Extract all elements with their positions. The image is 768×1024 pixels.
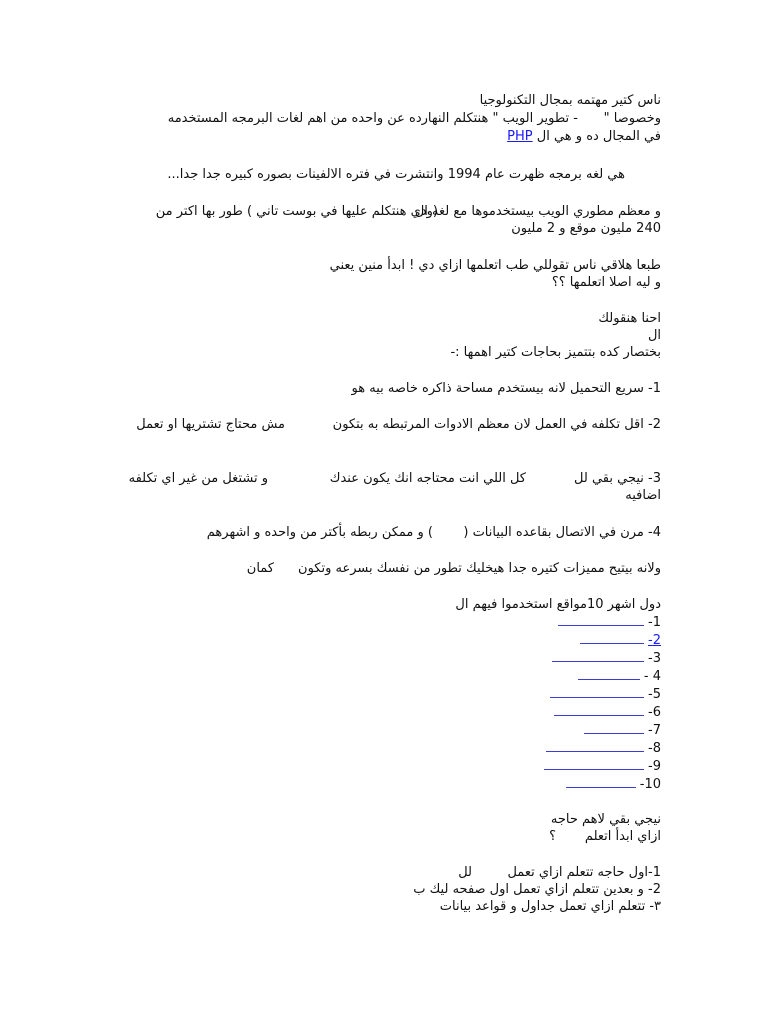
learn-step-1-b: لل [458,865,472,880]
question-line-2: و ليه اصلا اتعلمها ؟؟ [551,275,661,290]
site-item-9 [544,757,661,775]
site-item-7 [584,721,661,739]
site-item-2[interactable] [580,631,661,649]
sites-intro: دول اشهر 10مواقع استخدموا فيهم ال [455,597,661,612]
feature-3-c: و تشتغل من غير اي تكلفه [128,471,268,486]
site-item-4-number: 4 - [643,669,661,684]
site-item-4 [578,667,661,685]
site-item-2-blank [580,631,644,644]
usage-line-1-right: و معظم مطوري الويب بيستخدموها مع لغه ال [414,204,661,219]
usage-line-2: 240 مليون موقع و 2 مليون [511,221,661,236]
site-item-6-number: 6- [648,705,661,720]
site-item-9-number: 9- [648,759,661,774]
site-item-6-blank [554,703,644,716]
answer-line-3: بختصار كده بتتميز بحاجات كتير اهمها :- [450,345,661,360]
intro-line-2-right: وخصوصا " [603,111,661,126]
intro-line-1: ناس كتير مهتمه بمجال التكنولوجيا [479,93,661,108]
php-link[interactable]: PHP [507,129,533,144]
learn-step-3: ٣- تتعلم ازاي تعمل جداول و قواعد بيانات [439,899,661,914]
site-item-5-blank [550,685,644,698]
site-item-3-number: 3- [648,651,661,666]
learn-step-2: 2- و بعدين تتعلم ازاي تعمل اول صفحه ليك ب [413,882,661,897]
site-item-10-blank [566,775,636,788]
learn-question-mark: ؟ [549,829,556,844]
site-item-1-blank [558,613,644,626]
feature-1: 1- سريع التحميل لانه بيستخدم مساحة ذاكره خاصه بيه هو [351,381,661,396]
history-line: هي لغه برمجه ظهرت عام 1994 وانتشرت في فتره الالفينات بصوره كبيره جدا جدا... [167,167,625,182]
feature-5-left: كمان [246,561,274,576]
learn-heading: نيجي بقي لاهم حاجه [550,812,661,827]
feature-5-right: ولانه بيتيح مميزات كتيره جدا هيخليك تطور من نفسك بسرعه وتكون [298,561,661,576]
site-item-8-blank [546,739,644,752]
answer-line-1: احنا هنقولك [598,311,661,326]
site-item-5-number: 5- [648,687,661,702]
site-item-2-link[interactable]: 2- [648,633,661,648]
usage-line-1-left: (ودي هنتكلم عليها في بوست تاني ) طور بها اكتر من [155,204,438,219]
answer-line-2: ال [647,328,661,343]
site-item-5 [550,685,661,703]
site-item-3 [552,649,661,667]
feature-3-b: كل اللي انت محتاجه انك يكون عندك [329,471,526,486]
feature-2-left: مش محتاج تشتريها او تعمل [136,417,285,432]
site-item-8-number: 8- [648,741,661,756]
site-item-7-number: 7- [648,723,661,738]
site-item-7-blank [584,721,644,734]
site-item-1 [558,613,661,631]
question-line-1: طبعا هلاقي ناس تقوللي طب اتعلمها ازاي دي ! ابدأ منين يعني [329,258,661,273]
feature-4-b: ) و ممكن ربطه بأكتر من واحده و اشهرهم [206,525,433,540]
site-item-10 [566,775,661,793]
feature-3-a: 3- نيجي بقي لل [574,471,661,486]
site-item-3-blank [552,649,644,662]
learn-question: ازاي ابدأ اتعلم [584,829,661,844]
intro-line-2-left: - تطوير الويب " هنتكلم النهارده عن واحده من اهم لغات البرمجه المستخدمه [167,111,578,126]
learn-step-1-a: 1-اول حاجه تتعلم ازاي تعمل [507,865,661,880]
feature-4-a: 4- مرن في الاتصال بقاعده البيانات ( [463,525,661,540]
site-item-10-number: 10- [639,777,661,792]
feature-2-right: 2- اقل تكلفه في العمل لان معظم الادوات المرتبطه به بتكون [332,417,661,432]
site-item-1-number: 1- [648,615,661,630]
site-item-9-blank [544,757,644,770]
intro-line-3-text: في المجال ده و هي ال [536,129,661,144]
site-item-6 [554,703,661,721]
site-item-8 [546,739,661,757]
site-item-4-blank [578,667,640,680]
intro-line-3 [507,128,661,145]
feature-3-line-2: اضافيه [625,488,661,503]
